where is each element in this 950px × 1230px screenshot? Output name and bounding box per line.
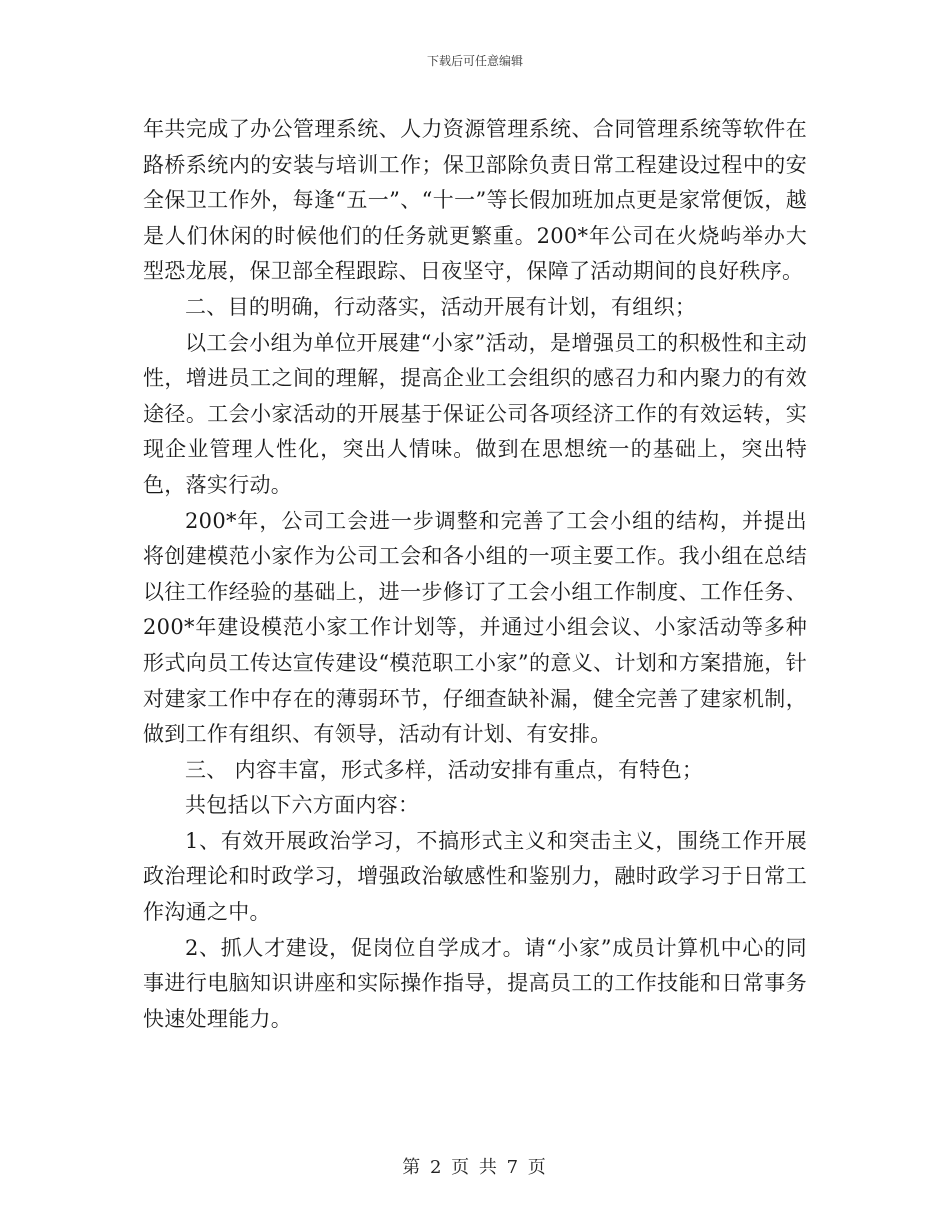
paragraph-six-aspects: 共包括以下六方面内容： xyxy=(185,793,420,818)
paragraph-continuation: 年共完成了办公管理系统、人力资源管理系统、合同管理系统等软件在路桥系统内的安装与培训工作；保卫部除负责日常工程建设过程中的安全保卫工作外，每逢“五一”、“十一”等长假加班加点更是家常便饭，越是人们休闲的时候他们的任务就更繁重。200*年公司在火烧屿举办大型恐龙展，保卫部全程跟踪、日夜坚守，保障了活动期间的良好秩序。 xyxy=(143,117,807,284)
page-header: 下载后可任意编辑 xyxy=(426,54,523,68)
document-body xyxy=(143,112,807,1037)
section-heading-3: 三、 内容丰富，形式多样，活动安排有重点，有特色； xyxy=(185,757,704,782)
page-footer: 第 2 页 共 7 页 xyxy=(402,1157,548,1178)
paragraph-small-home-activity: 以工会小组为单位开展建“小家”活动，是增强员工的积极性和主动性，增进员工之间的理解，提高企业工会组织的感召力和内聚力的有效途径。工会小家活动的开展基于保证公司各项经济工作的有效运转，实现企业管理人性化，突出人情味。做到在思想统一的基础上，突出特色，落实行动。 xyxy=(143,330,807,497)
list-item-2: 2、抓人才建设，促岗位自学成才。请“小家”成员计算机中心的同事进行电脑知识讲座和实际操作指导，提高员工的工作技能和日常事务快速处理能力。 xyxy=(143,935,807,1031)
list-item-1: 1、有效开展政治学习，不搞形式主义和突击主义，围绕工作开展政治理论和时政学习，增强政治敏感性和鉴别力，融时政学习于日常工作沟通之中。 xyxy=(143,828,807,925)
section-heading-2: 二、目的明确，行动落实，活动开展有计划，有组织； xyxy=(185,294,697,319)
paragraph-union-adjustment: 200*年，公司工会进一步调整和完善了工会小组的结构，并提出将创建模范小家作为公司工会和各小组的一项主要工作。我小组在总结以往工作经验的基础上，进一步修订了工会小组工作制度、工作任务、200*年建设模范小家工作计划等，并通过小组会议、小家活动等多种形式向员工传达宣传建设“模范职工小家”的意义、计划和方案措施，针对建家工作中存在的薄弱环节，仔细查缺补漏，健全完善了建家机制，做到工作有组织、有领导，活动有计划、有安排。 xyxy=(143,508,807,747)
